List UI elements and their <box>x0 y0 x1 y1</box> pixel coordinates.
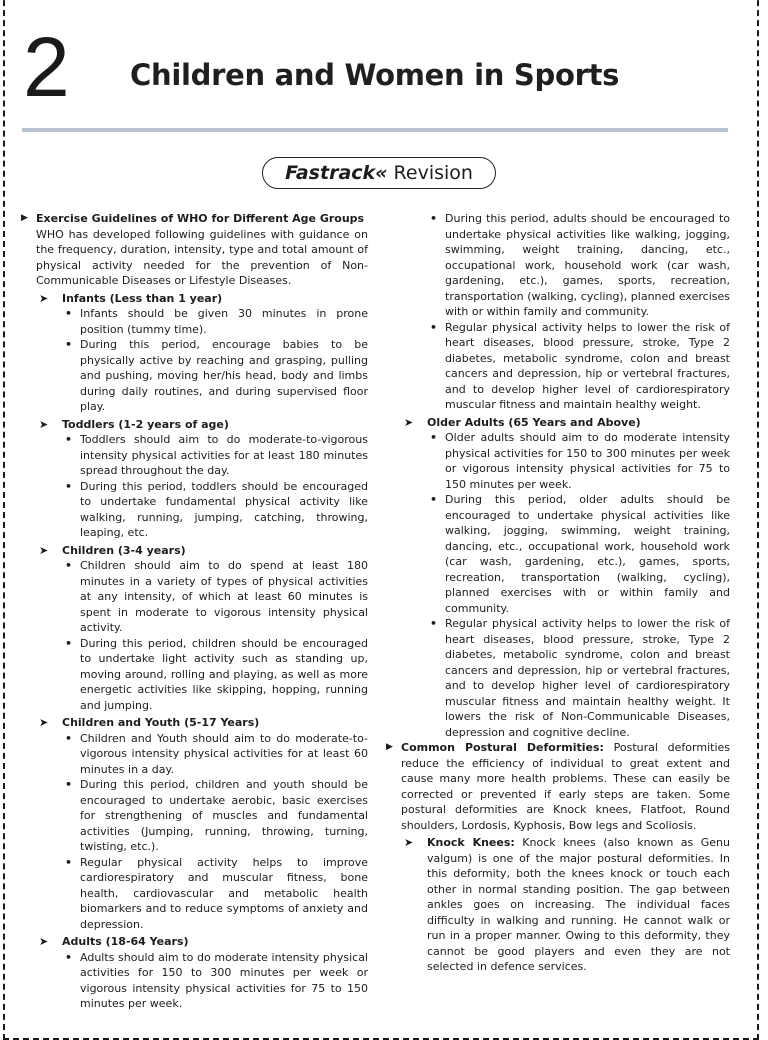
chapter-title: Children and Women in Sports <box>130 58 620 92</box>
arrow-marker-icon: ➤ <box>404 836 414 849</box>
chapter-number: 2 <box>23 20 70 114</box>
bullet-icon: • <box>65 636 73 650</box>
list-item: • Toddlers should aim to do moderate-to-vigorous intensity physical activities for at least 180 minutes spread throughout the day. <box>65 433 368 477</box>
section-body: WHO has developed following guidelines with guidance on the frequency, duration, intensity, type and total amount of physical activity needed for the prevention of Non-Communicable Diseases or Lifestyle Diseases. <box>36 227 368 287</box>
right-column <box>384 211 730 975</box>
subheading-infants: ➤ Infants (Less than 1 year) <box>39 291 223 305</box>
title-divider <box>22 128 728 132</box>
triangle-marker-icon: ▶ <box>386 742 393 752</box>
list-item: • Infants should be given 30 minutes in prone position (tummy time). <box>65 307 368 336</box>
list-item: • Adults should aim to do moderate intensity physical activities for 150 to 300 minutes per week or vigorous intensity physical activities for 75 to 150 minutes per week. <box>65 950 368 1010</box>
subheading-children: ➤ Children (3-4 years) <box>39 543 186 557</box>
bullet-icon: • <box>430 212 438 225</box>
badge-label: Revision <box>393 162 473 184</box>
bullet-icon: • <box>430 431 438 444</box>
bullet-icon: • <box>65 778 73 791</box>
badge-brand: Fastrack« <box>285 162 388 184</box>
section-heading: ▶ Exercise Guidelines of WHO for Different Age Groups <box>21 212 365 225</box>
subsection-knock-knees: ➤ Knock Knees: Knock knees (also known as Genu valgum) is one of the major postural deformities. In this deformity, both the knees knock or touch each other in normal standing position. The gap between ankles goes on increasing. The individual faces difficulty in walking and running. He cannot walk or run in a proper manner. Owing to this deformity, they cannot be good players and even they are not selected in defence services. <box>404 836 730 973</box>
list-item: • During this period, adults should be encouraged to undertake physical activities like walking, jogging, swimming, weight training, dancing, etc., occupational work, household work (car wash, gardening, etc.), games, sports, recreation, transportation (walking, cycling), planned exercises with or within family and community. <box>430 212 730 318</box>
list-item: • Children and Youth should aim to do moderate-to-vigorous intensity physical activities for at least 60 minutes in a day. <box>65 731 368 776</box>
list-item: • Regular physical activity helps to lower the risk of heart diseases, blood pressure, stroke, Type 2 diabetes, metabolic syndrome, colon and breast cancers and depression, hip or vertebral fractures, and to develop higher level of cardiorespiratory muscular fitness and maintain healthy weight. <box>430 320 730 411</box>
bullet-icon: • <box>65 731 73 745</box>
subheading-adults: ➤ Adults (18-64 Years) <box>39 935 189 948</box>
arrow-marker-icon: ➤ <box>39 291 49 305</box>
bullet-icon: • <box>430 320 438 334</box>
arrow-marker-icon: ➤ <box>39 716 49 729</box>
list-item: • During this period, older adults should be encouraged to undertake physical activities like walking, jogging, swimming, weight training, dancing, etc., occupational work, household work (car wash, gardening, etc.), games, sports, recreation, transportation (walking, cycling), planned exercises with or within family and community. <box>430 493 730 615</box>
bullet-icon: • <box>65 307 73 320</box>
bullet-icon: • <box>65 338 73 351</box>
bullet-icon: • <box>430 617 438 630</box>
list-item: • Children should aim to do spend at least 180 minutes in a variety of types of physical activities at any intensity, of which at least 60 minutes is spent in moderate to vigorous intensity physical activity. <box>65 559 368 634</box>
arrow-marker-icon: ➤ <box>39 543 49 557</box>
list-item: • During this period, children and youth should be encouraged to undertake aerobic, basic exercises for strengthening of muscles and fundamental activities (Jumping, running, throwing, turning, twisting, etc.). <box>65 778 368 853</box>
bullet-icon: • <box>65 559 73 572</box>
triangle-marker-icon: ▶ <box>21 213 28 223</box>
bullet-icon: • <box>65 479 73 493</box>
list-item: • During this period, toddlers should be encouraged to undertake fundamental physical activity like walking, running, jumping, catching, throwing, leaping, etc. <box>65 479 368 539</box>
bullet-icon: • <box>430 493 438 506</box>
arrow-marker-icon: ➤ <box>404 415 414 429</box>
list-item: • Regular physical activity helps to improve cardiorespiratory and muscular fitness, bone health, cardiovascular and metabolic health biomarkers and to reduce symptoms of anxiety and depression. <box>65 855 368 931</box>
arrow-marker-icon: ➤ <box>39 935 49 948</box>
subheading-children-youth: ➤ Children and Youth (5-17 Years) <box>39 716 260 729</box>
left-column <box>19 211 368 1012</box>
list-item: • Older adults should aim to do moderate intensity physical activities for 150 to 300 minutes per week or vigorous intensity physical activities for 75 to 150 minutes per week. <box>430 431 730 491</box>
bullet-icon: • <box>65 855 73 869</box>
bullet-icon: • <box>65 950 73 964</box>
list-item: • Regular physical activity helps to lower the risk of heart diseases, blood pressure, stroke, Type 2 diabetes, metabolic syndrome, colon and breast cancers and depression, hip or vertebral fractures, and to develop higher level of cardiorespiratory muscular fitness and maintain healthy weight. It lowers the risk of Non-Communicable Diseases, depression and cognitive decline. <box>430 617 730 739</box>
section-postural-deformities: ▶ Common Postural Deformities: Postural deformities reduce the efficiency of individual to great extent and cause many more health problems. These can easily be corrected or prevented if early steps are taken. Some postural deformities are Knock knees, Flatfoot, Round shoulders, Lordosis, Kyphosis, Bow legs and Scoliosis. <box>386 741 730 832</box>
subheading-toddlers: ➤ Toddlers (1-2 years of age) <box>39 417 229 431</box>
fastrack-revision-badge <box>262 157 496 189</box>
list-item: • During this period, children should be encouraged to undertake light activity such as standing up, moving around, rolling and playing, as well as more energetic activities like skipping, hopping, running and jumping. <box>65 636 368 712</box>
bullet-icon: • <box>65 433 73 446</box>
list-item: • During this period, encourage babies to be physically active by reaching and grasping, pulling and pushing, moving her/his head, body and limbs during daily routines, and during supervised floor play. <box>65 338 368 413</box>
subheading-older-adults: ➤ Older Adults (65 Years and Above) <box>404 415 641 429</box>
arrow-marker-icon: ➤ <box>39 417 49 431</box>
